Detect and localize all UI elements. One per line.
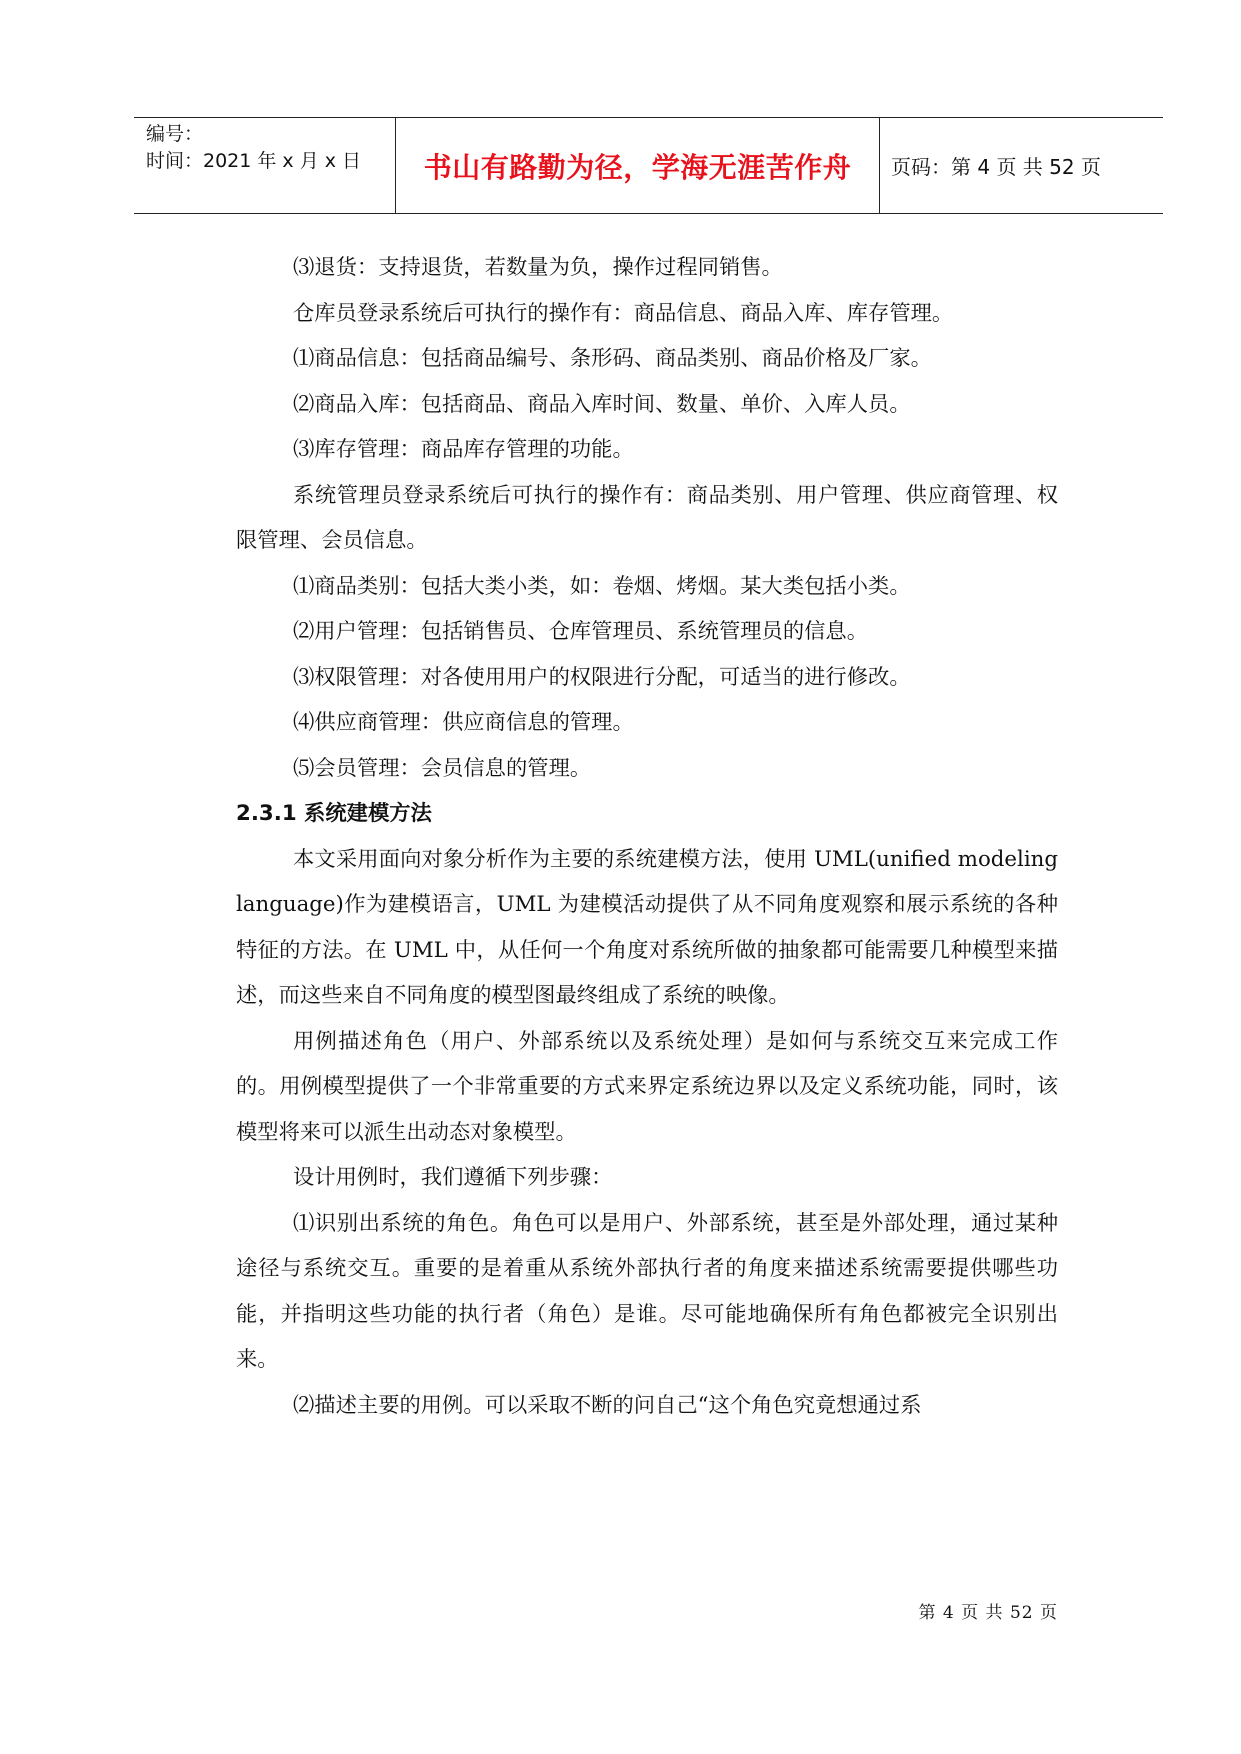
paragraph: ⑵描述主要的用例。可以采取不断的问自己“这个角色究竟想通过系 [293, 1392, 922, 1418]
paragraph: ⑷供应商管理：供应商信息的管理。 [293, 710, 634, 735]
paragraph: ⑶退货：支持退货，若数量为负，操作过程同销售。 [293, 255, 783, 280]
header-time: 时间：2021 年 x 月 x 日 [146, 150, 362, 172]
paragraph: ⑸会员管理：会员信息的管理。 [293, 755, 592, 781]
paragraph: ⑶权限管理：对各使用用户的权限进行分配，可适当的进行修改。 [293, 664, 911, 690]
header-number: 编号： [146, 123, 204, 145]
paragraph: ⑴识别出系统的角色。角色可以是用户、外部系统，甚至是外部处理，通过某种途径与系统交互。重要的是着重从系统外部执行者的角度来描述系统需要提供哪些功能，并指明这些功能的执行者（角色）是谁。尽可能地确保所有角色都被完全识别出来。 [236, 1210, 1058, 1372]
header-motto: 书山有路勤为径，学海无涯苦作舟 [423, 150, 852, 184]
paragraph: 系统管理员登录系统后可执行的操作有：商品类别、用户管理、供应商管理、权限管理、会员信息。 [236, 482, 1058, 553]
page-footer: 第 4 页 共 52 页 [918, 1603, 1058, 1623]
paragraph: 本文采用面向对象分析作为主要的系统建模方法，使用 UML(unified modeling language)作为建模语言，UML 为建模活动提供了从不同角度观察和展示系统的各种特征的方法。在 UML 中，从任何一个角度对系统所做的抽象都可能需要几种模型来描述，而这些来自不同角度的模型图最终组成了系统的映像。 [236, 846, 1058, 1008]
paragraph: 仓库员登录系统后可执行的操作有：商品信息、商品入库、库存管理。 [293, 300, 954, 326]
paragraph: ⑶库存管理：商品库存管理的功能。 [293, 437, 634, 462]
paragraph: ⑵商品入库：包括商品、商品入库时间、数量、单价、入库人员。 [293, 391, 911, 417]
paragraph: 用例描述角色（用户、外部系统以及系统处理）是如何与系统交互来完成工作的。用例模型提供了一个非常重要的方式来界定系统边界以及定义系统功能，同时，该模型将来可以派生出动态对象模型。 [236, 1028, 1058, 1145]
page-header [134, 117, 1163, 214]
document-body [236, 245, 1058, 1428]
paragraph: ⑴商品类别：包括大类小类，如：卷烟、烤烟。某大类包括小类。 [293, 573, 911, 599]
paragraph: ⑵用户管理：包括销售员、仓库管理员、系统管理员的信息。 [293, 619, 869, 644]
header-divider [879, 118, 880, 213]
header-meta [146, 121, 396, 175]
paragraph: 设计用例时，我们遵循下列步骤： [293, 1165, 613, 1190]
section-heading: 2.3.1 系统建模方法 [236, 801, 432, 826]
header-page-info: 页码：第 4 页 共 52 页 [891, 155, 1101, 179]
paragraph: ⑴商品信息：包括商品编号、条形码、商品类别、商品价格及厂家。 [293, 346, 932, 371]
